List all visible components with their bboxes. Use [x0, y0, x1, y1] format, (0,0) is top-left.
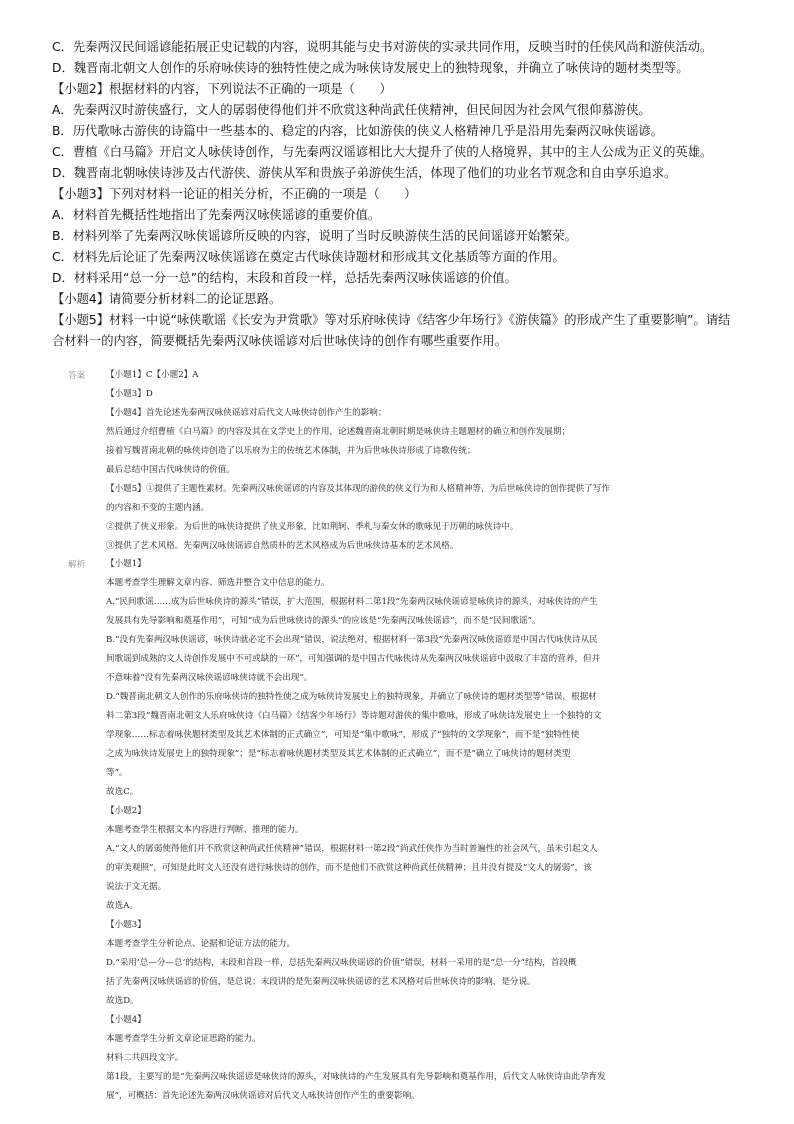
- question-line: B．材料列举了先秦两汉咏侠谣谚所反映的内容，说明了当时反映游侠生活的民间谣谚开始繁荣。: [52, 229, 577, 243]
- analysis-line: A.“文人的孱弱使得他们并不欣赏这种尚武任侠精神”错误，根据材料一第2段“尚武任侠作为当时普遍性的社会风气，虽未引起文人: [106, 844, 598, 854]
- question-line: 【小题4】请简要分析材料二的论证思路。: [52, 292, 282, 306]
- analysis-line: D.“采用‘总—分—总’的结构，末段和首段一样，总括先秦两汉咏侠谣谚的价值”错误，材料一采用的是“总一分”结构，首段概: [106, 958, 577, 968]
- answer-block: [106, 366, 726, 556]
- answer-line: 接着写魏晋南北朝的咏侠诗创造了以乐府为主的传统艺术体制，并为后世咏侠诗形成了诗歌传统；: [106, 446, 476, 456]
- analysis-line: B.“没有先秦两汉咏侠谣谚，咏侠诗就必定不会出现”错误，说法绝对，根据材料一第3段“先秦两汉咏侠谣谚是中国古代咏侠诗从民: [106, 635, 598, 645]
- question-line: C．材料先后论证了先秦两汉咏侠谣谚在奠定古代咏侠诗题材和形成其文化基质等方面的作用。: [52, 250, 565, 264]
- analysis-line: 故选C。: [106, 787, 139, 797]
- question-line: D．魏晋南北朝咏侠诗涉及古代游侠、游侠从军和贵族子弟游侠生活，体现了他们的功业名节观念和自由享乐追求。: [52, 166, 677, 180]
- analysis-line: 本题考查学生分析论点、论据和论证方法的能力。: [106, 939, 296, 949]
- question-line: C．曹植《白马篇》开启文人咏侠诗创作，与先秦两汉谣谚相比大大提升了侠的人格境界，其中的主人公成为正义的英雄。: [52, 145, 713, 159]
- question-line: A．材料首先概括性地指出了先秦两汉咏侠谣谚的重要价值。: [52, 208, 381, 222]
- analysis-line: 不意味着“没有先秦两汉咏侠谣谚咏侠诗就不会出现”。: [106, 673, 313, 683]
- analysis-line: 第1段，主要写的是“先秦两汉咏侠谣谚是咏侠诗的源头，对咏侠诗的产生发展具有先导影响和奠基作用，后代文人咏侠诗由此孕育发: [106, 1072, 606, 1082]
- analysis-line: 之成为咏侠诗发展史上的独特现象”；是“标志着咏侠题材类型及其艺术体制的正式确立”，而不是“确立了咏侠诗的题材类型: [106, 749, 571, 759]
- analysis-line: 间歌谣到成熟的文人诗创作发展中不可或缺的一环”，可知强调的是中国古代咏侠诗从先秦两汉咏侠谣谚中汲取了丰富的营养，但并: [106, 654, 601, 664]
- question-line: B．历代歌咏古游侠的诗篇中一些基本的、稳定的内容，比如游侠的侠义人格精神几乎是沿用先秦两汉咏侠谣谚。: [52, 124, 663, 138]
- answer-line: 【小题3】D: [106, 389, 153, 399]
- analysis-block: [106, 555, 726, 1106]
- analysis-line: 的审美观照”，可知是此时文人还没有进行咏侠诗的创作，而不是他们不欣赏这种尚武任侠精神；且并没有提及“文人的孱弱”，该: [106, 863, 592, 873]
- question-line: C．先秦两汉民间谣谚能拓展正史记载的内容，说明其能与史书对游侠的实录共同作用，反映当时的任侠风尚和游侠活动。: [52, 40, 713, 54]
- analysis-line: 本题考查学生理解文章内容、筛选并整合文中信息的能力。: [106, 578, 330, 588]
- analysis-line: 本题考查学生分析文章论证思路的能力。: [106, 1034, 261, 1044]
- analysis-tag: 解析: [68, 560, 86, 570]
- question-line: 合材料一的内容，简要概括先秦两汉咏侠谣谚对后世咏侠诗的创作有哪些重要作用。: [52, 334, 507, 348]
- analysis-line: 故选A。: [106, 901, 138, 911]
- analysis-line: 发展具有先导影响和奠基作用”，可知“成为后世咏侠诗的源头”的应该是“先秦两汉咏侠谣谚”，而不是“民间歌谣”。: [106, 616, 541, 626]
- answer-line: 【小题1】C【小题2】A: [106, 370, 199, 380]
- analysis-line: 括了先秦两汉咏侠谣谚的价值，是总说；末段讲的是先秦两汉咏侠谣谚的艺术风格对后世咏侠诗的影响，是分说。: [106, 977, 536, 987]
- analysis-line: 材料二共四段文字。: [106, 1053, 184, 1063]
- question-line: A．先秦两汉时游侠盛行，文人的孱弱使得他们并不欣赏这种尚武任侠精神，但民间因为社会风气很仰慕游侠。: [52, 103, 651, 117]
- analysis-line: 【小题4】: [106, 1015, 146, 1025]
- question-line: 【小题3】下列对材料一论证的相关分析，不正确的一项是（ ）: [52, 187, 417, 201]
- answer-line: 【小题4】首先论述先秦两汉咏侠谣谚对后代文人咏侠诗创作产生的影响；: [106, 408, 387, 418]
- analysis-line: 【小题3】: [106, 920, 146, 930]
- analysis-line: 等”。: [106, 768, 128, 778]
- answer-line: 【小题5】①提供了主题性素材。先秦两汉咏侠谣谚的内容及其体现的游侠的侠义行为和人格精神等，为后世咏侠诗的创作提供了写作: [106, 484, 610, 494]
- answer-tag: 答案: [68, 371, 86, 381]
- analysis-line: D.“魏晋南北朝文人创作的乐府咏侠诗的独特性使之成为咏侠诗发展史上的独特现象，并确立了咏侠诗的题材类型等”错误，根据材: [106, 692, 597, 702]
- answer-line: ③提供了艺术风格。先秦两汉咏侠谣谚自然质朴的艺术风格成为后世咏侠诗基本的艺术风格。: [106, 541, 459, 551]
- analysis-line: 【小题1】: [106, 559, 146, 569]
- analysis-line: 学现象……标志着咏侠题材类型及其艺术体制的正式确立”，可知是“集中歌咏”，形成了“独特的文学现象”，而不是“独特性使: [106, 730, 580, 740]
- answer-line: 最后总结中国古代咏侠诗的价值。: [106, 465, 235, 475]
- answer-line: 然后通过介绍曹植《白马篇》的内容及其在文学史上的作用，论述魏晋南北朝时期是咏侠诗主题题材的确立和创作发展期；: [106, 427, 571, 437]
- question-line: 【小题2】根据材料的内容，下列说法不正确的一项是（ ）: [52, 82, 392, 96]
- analysis-line: 料二第3段“魏晋南北朝文人乐府咏侠诗《白马篇》《结客少年场行》等诗题对游侠的集中歌咏，形成了咏侠诗发展史上一个独特的文: [106, 711, 602, 721]
- question-lines: [52, 37, 742, 352]
- answer-line: 的内容和不变的主题内涵。: [106, 503, 210, 513]
- question-line: D．魏晋南北朝文人创作的乐府咏侠诗的独特性使之成为咏侠诗发展史上的独特现象，并确立了咏侠诗的题材类型等。: [52, 61, 689, 75]
- analysis-line: A.“民间歌谣……成为后世咏侠诗的源头”错误，扩大范围，根据材料二第1段“先秦两汉咏侠谣谚是咏侠诗的源头，对咏侠诗的产生: [106, 597, 598, 607]
- question-line: 【小题5】材料一中说“咏侠歌谣《长安为尹赏歌》等对乐府咏侠诗《结客少年场行》《游侠篇》的形成产生了重要影响”。请结: [52, 313, 731, 327]
- analysis-line: 本题考查学生根据文本内容进行判断、推理的能力。: [106, 825, 304, 835]
- question-line: D．材料采用“总一分一总”的结构，末段和首段一样，总括先秦两汉咏侠谣谚的价值。: [52, 271, 517, 285]
- answer-line: ②提供了侠义形象。为后世的咏侠诗提供了侠义形象，比如荆轲、季札与秦女休的歌咏见于历朝的咏侠诗中。: [106, 522, 519, 532]
- analysis-line: 【小题2】: [106, 806, 146, 816]
- analysis-line: 故选D。: [106, 996, 139, 1006]
- analysis-line: 说法于文无据。: [106, 882, 167, 892]
- analysis-line: 展”，可概括：首先论述先秦两汉咏侠谣谚对后代文人咏侠诗创作产生的重要影响。: [106, 1091, 420, 1101]
